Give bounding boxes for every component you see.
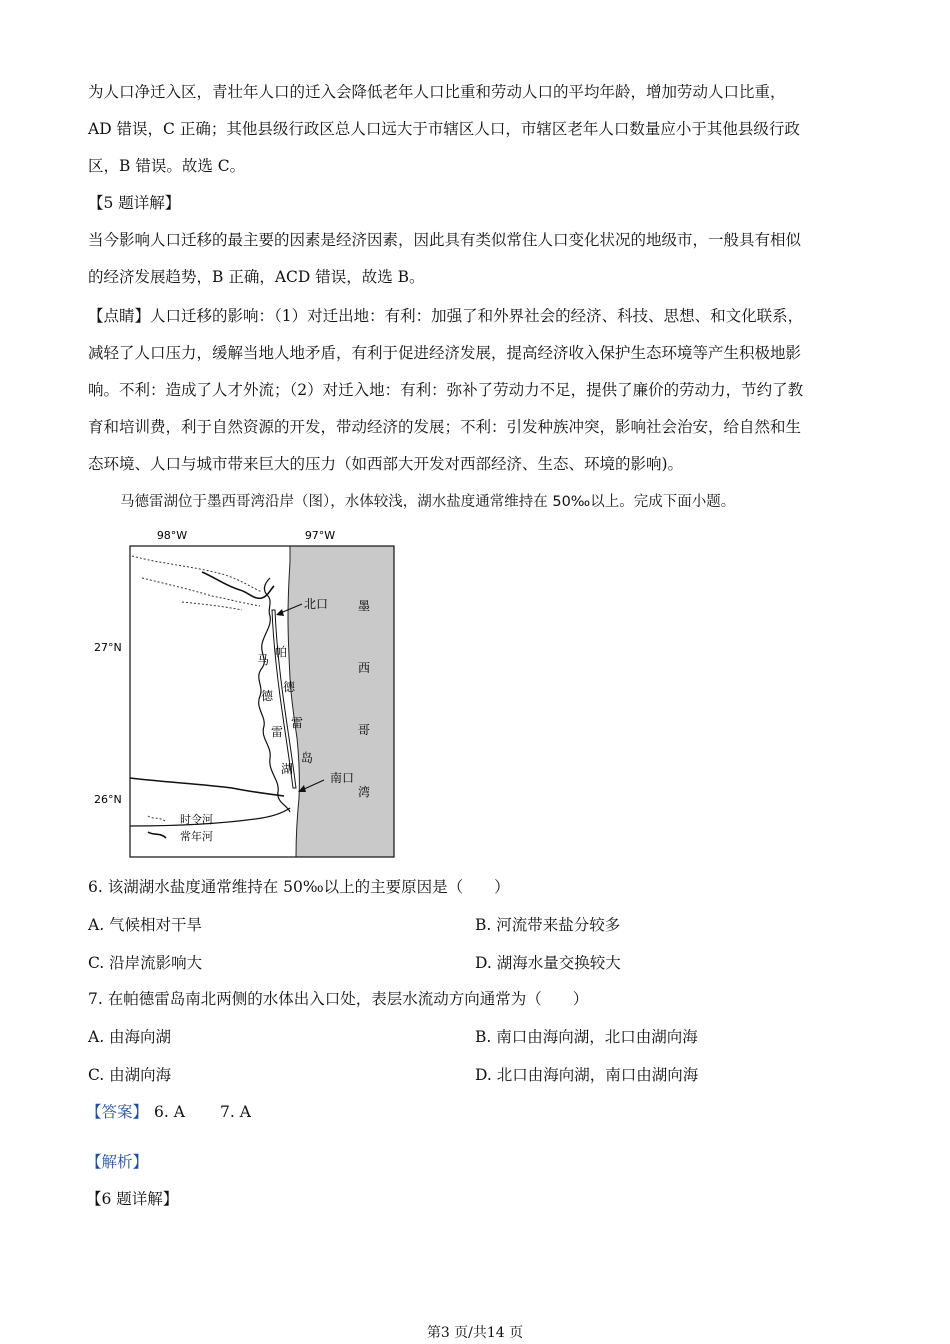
lake-label-char-3: 雷 xyxy=(271,725,284,739)
question-6-option-c: C. 沿岸流影响大 xyxy=(88,954,203,972)
legend-perennial-river-symbol xyxy=(148,832,166,838)
island-label-char-3: 雷 xyxy=(291,716,304,730)
lake-label-char-4: 湖 xyxy=(281,762,294,776)
perennial-river-south xyxy=(130,778,284,796)
seasonal-river-3 xyxy=(182,602,242,610)
north-inlet-arrowhead xyxy=(276,609,284,616)
island-label-char-1: 帕 xyxy=(275,645,288,659)
lake-label-char-1: 马 xyxy=(257,653,270,667)
question-7-option-c: C. 由湖向海 xyxy=(88,1066,172,1084)
paragraph-line-11: 态环境、人口与城市带来巨大的压力（如西部大开发对西部经济、生态、环境的影响)。 xyxy=(88,455,684,473)
paragraph-line-9: 响。不利：造成了人才外流；（2）对迁入地：有利：弥补了劳动力不足，提供了廉价的劳动力，节约了教 xyxy=(88,381,804,399)
answer-q7: 7. A xyxy=(220,1103,251,1121)
lat-label-27n: 27°N xyxy=(94,641,122,654)
question-7-stem: 7. 在帕德雷岛南北两侧的水体出入口处，表层水流动方向通常为（ ） xyxy=(88,990,589,1008)
question-7-option-a: A. 由海向湖 xyxy=(88,1028,172,1046)
analysis-label: 【解析】 xyxy=(86,1153,149,1171)
section-heading-q5: 【5 题详解】 xyxy=(88,194,181,212)
paragraph-line-2: AD 错误，C 正确；其他县级行政区总人口远大于市辖区人口，市辖区老年人口数量应小于其他县级行政 xyxy=(88,120,800,138)
south-inlet-label: 南口 xyxy=(330,771,355,785)
question-6-stem: 6. 该湖湖水盐度通常维持在 50‰以上的主要原因是（ ） xyxy=(88,878,510,896)
north-inlet-label: 北口 xyxy=(304,597,329,611)
question-intro: 马德雷湖位于墨西哥湾沿岸（图），水体较浅，湖水盐度通常维持在 50‰以上。完成下面小题。 xyxy=(120,494,736,510)
island-label-char-2: 德 xyxy=(283,680,296,694)
answer-q6: 6. A xyxy=(154,1103,185,1121)
lat-label-26n: 26°N xyxy=(94,793,122,806)
island-label-char-4: 岛 xyxy=(301,751,314,765)
question-6-option-d: D. 湖海水量交换较大 xyxy=(475,954,621,972)
paragraph-line-1: 为人口净迁入区，青壮年人口的迁入会降低老年人口比重和劳动人口的平均年龄，增加劳动人口比重， xyxy=(88,83,786,101)
paragraph-line-8: 减轻了人口压力，缓解当地人地矛盾，有利于促进经济发展，提高经济收入保护生态环境等产生积极地影 xyxy=(88,344,802,362)
paragraph-line-6: 的经济发展趋势，B 正确，ACD 错误，故选 B。 xyxy=(88,268,425,286)
lon-label-98w: 98°W xyxy=(156,529,188,542)
question-7-option-b: B. 南口由海向湖，北口由湖向海 xyxy=(475,1028,698,1046)
answer-label: 【答案】 xyxy=(86,1103,149,1121)
paragraph-line-3: 区，B 错误。故选 C。 xyxy=(88,157,246,175)
legend-seasonal-river-label: 时令河 xyxy=(180,813,213,826)
lake-label-char-2: 德 xyxy=(261,689,274,703)
question-7-option-d: D. 北口由海向湖，南口由湖向海 xyxy=(475,1066,699,1084)
page-footer: 第3 页/共14 页 xyxy=(426,1325,524,1341)
question-6-detail-heading: 【6 题详解】 xyxy=(86,1190,179,1208)
question-6-option-a: A. 气候相对干旱 xyxy=(88,916,203,934)
gulf-sea-area xyxy=(288,546,394,857)
paragraph-line-5: 当今影响人口迁移的最主要的因素是经济因素，因此具有类似常住人口变化状况的地级市，一般具有相似 xyxy=(88,231,802,249)
seasonal-river-1 xyxy=(132,556,262,592)
lon-label-97w: 97°W xyxy=(304,529,336,542)
gulf-label-char-4: 湾 xyxy=(358,785,371,799)
paragraph-line-7: 【点睛】人口迁移的影响：（1）对迁出地：有利：加强了和外界社会的经济、科技、思想、和文化联系， xyxy=(88,307,804,325)
paragraph-line-10: 育和培训费，利于自然资源的开发，带动经济的发展；不利：引发种族冲突，影响社会治安，给自然和生 xyxy=(88,418,802,436)
gulf-label-char-3: 哥 xyxy=(358,723,371,737)
gulf-label-char-2: 西 xyxy=(358,661,371,675)
legend-seasonal-river-symbol xyxy=(148,816,166,822)
madre-lagoon-map xyxy=(92,526,402,862)
legend-perennial-river-label: 常年河 xyxy=(180,830,213,843)
question-6-option-b: B. 河流带来盐分较多 xyxy=(475,916,621,934)
gulf-label-char-1: 墨 xyxy=(358,599,371,613)
perennial-river-north xyxy=(202,572,274,598)
